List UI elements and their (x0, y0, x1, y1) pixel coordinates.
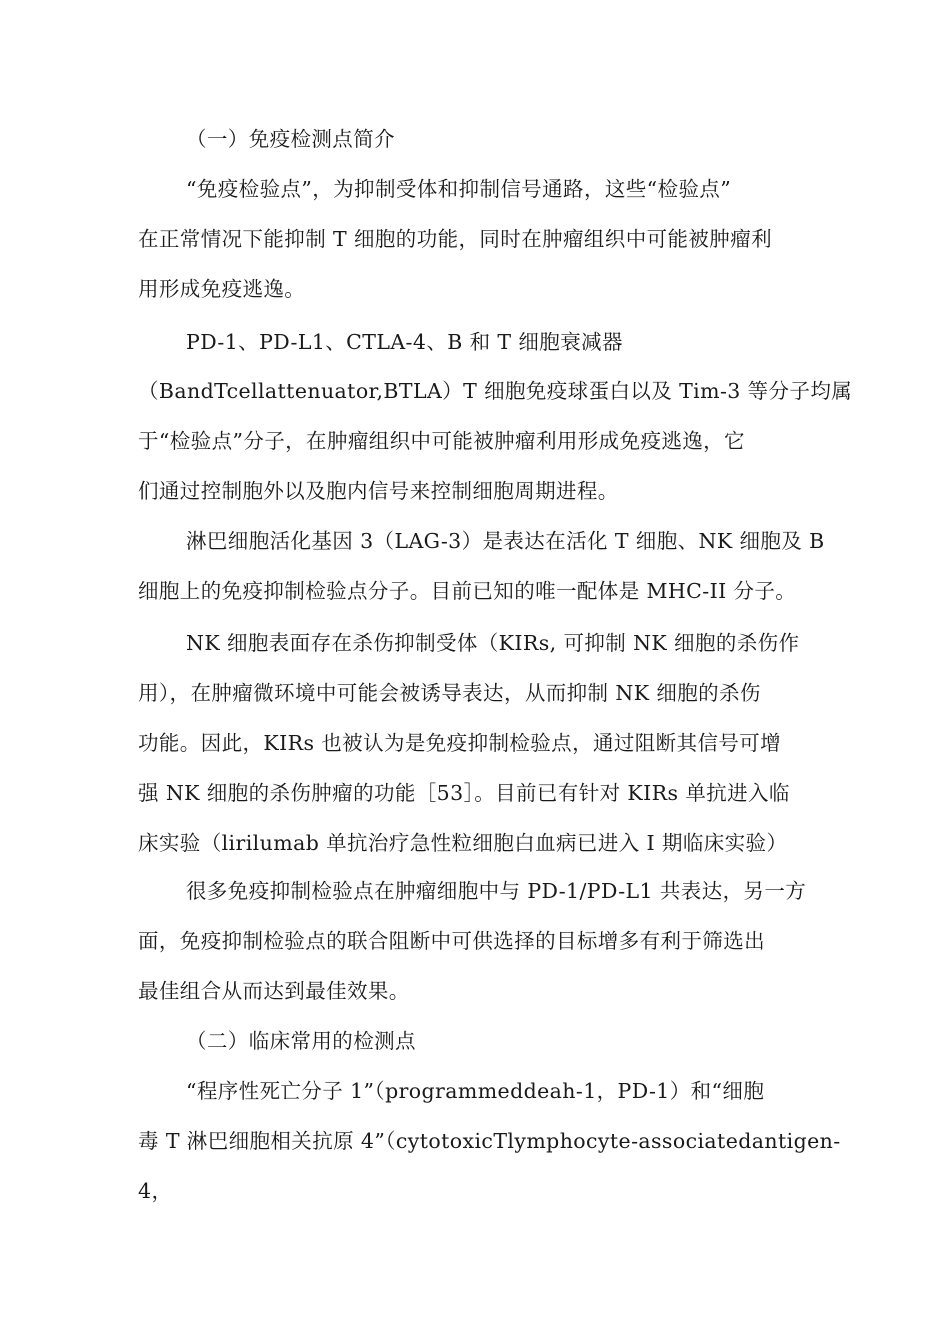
paragraph-line: 4， (138, 1179, 173, 1203)
paragraph-line: 最佳组合从而达到最佳效果。 (138, 979, 410, 1003)
paragraph-line: 们通过控制胞外以及胞内信号来控制细胞周期进程。 (138, 479, 619, 503)
paragraph-line: 强 NK 细胞的杀伤肿瘤的功能［53］。目前已有针对 KIRs 单抗进入临 (138, 781, 790, 805)
paragraph-line: （BandTcellattenuator,BTLA）T 细胞免疫球蛋白以及 Tim-3 等分子均属 (138, 379, 853, 403)
section-heading-1: （一）免疫检测点简介 (186, 127, 395, 151)
paragraph-line: 于“检验点”分子，在肿瘤组织中可能被肿瘤利用形成免疫逃逸，它 (138, 429, 745, 453)
paragraph-line: 功能。因此，KIRs 也被认为是免疫抑制检验点，通过阻断其信号可增 (138, 731, 782, 755)
paragraph-line: 面，免疫抑制检验点的联合阻断中可供选择的目标增多有利于筛选出 (138, 929, 765, 953)
paragraph-line: “程序性死亡分子 1”（programmeddeah-1，PD-1）和“细胞 (186, 1079, 765, 1103)
paragraph-line: NK 细胞表面存在杀伤抑制受体（KIRs, 可抑制 NK 细胞的杀伤作 (186, 631, 800, 655)
paragraph-line: PD-1、PD-L1、CTLA-4、B 和 T 细胞衰减器 (186, 330, 623, 354)
paragraph-line: 用），在肿瘤微环境中可能会被诱导表达，从而抑制 NK 细胞的杀伤 (138, 681, 761, 705)
paragraph-line: 用形成免疫逃逸。 (138, 277, 306, 301)
paragraph-line: 床实验（lirilumab 单抗治疗急性粒细胞白血病已进入 I 期临床实验） (138, 831, 788, 855)
paragraph-line: 淋巴细胞活化基因 3（LAG-3）是表达在活化 T 细胞、NK 细胞及 B (186, 529, 825, 553)
paragraph-line: 毒 T 淋巴细胞相关抗原 4”（cytotoxicTlymphocyte-associatedantigen- (138, 1129, 841, 1153)
paragraph-line: 细胞上的免疫抑制检验点分子。目前已知的唯一配体是 MHC-II 分子。 (138, 579, 797, 603)
paragraph-line: 很多免疫抑制检验点在肿瘤细胞中与 PD-1/PD-L1 共表达，另一方 (186, 879, 807, 903)
paragraph-line: 在正常情况下能抑制 T 细胞的功能，同时在肿瘤组织中可能被肿瘤利 (138, 227, 773, 251)
section-heading-2: （二）临床常用的检测点 (186, 1029, 416, 1053)
paragraph-line: “免疫检验点”，为抑制受体和抑制信号通路，这些“检验点” (186, 177, 732, 201)
